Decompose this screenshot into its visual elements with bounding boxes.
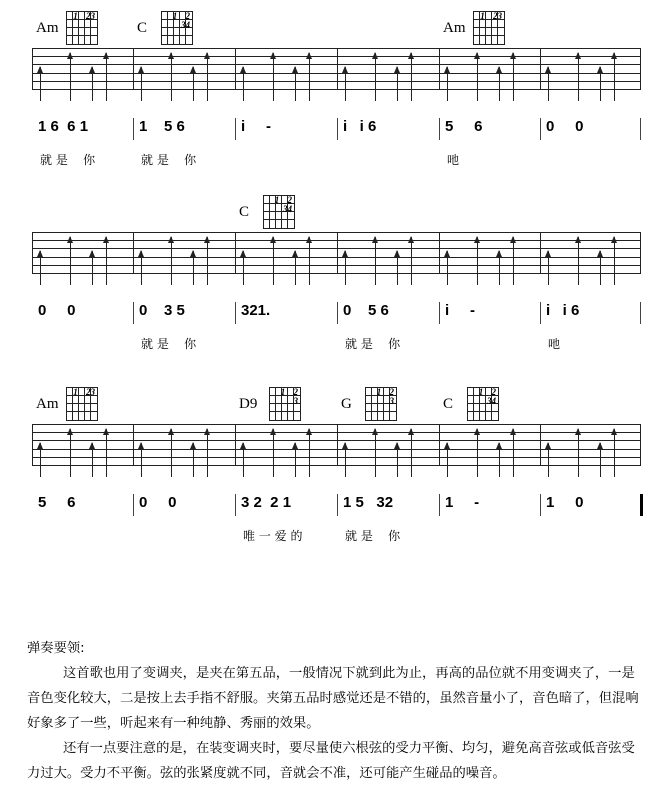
strum-arrow-icon xyxy=(614,237,615,285)
chord-diagram xyxy=(473,11,505,45)
staff-line xyxy=(32,432,640,433)
strum-arrow-icon xyxy=(411,237,412,285)
notation-measure: 5 6 xyxy=(445,118,483,135)
strum-arrow-icon xyxy=(40,251,41,285)
strum-arrow-icon xyxy=(447,67,448,101)
strum-arrow-icon xyxy=(477,53,478,101)
bar-line xyxy=(337,424,338,466)
notation-bar-line xyxy=(540,118,541,140)
strum-arrow-icon xyxy=(243,251,244,285)
notation-bar-line xyxy=(439,494,440,516)
strum-arrow-icon xyxy=(207,53,208,101)
staff-line xyxy=(32,48,640,49)
notation-end-bar xyxy=(640,302,641,324)
strum-arrow-icon xyxy=(309,237,310,285)
bar-line xyxy=(32,48,33,90)
notation-measure: 1 - xyxy=(445,494,480,511)
notation-measure: 0 0 xyxy=(38,302,76,319)
chord-fingering: 1 2 34 xyxy=(478,387,496,406)
strum-arrow-icon xyxy=(513,53,514,101)
staff-line xyxy=(32,56,640,57)
notation-bar-line xyxy=(439,302,440,324)
notation-bar-line xyxy=(439,118,440,140)
strum-arrow-icon xyxy=(295,67,296,101)
strum-arrow-icon xyxy=(70,237,71,285)
strum-arrow-icon xyxy=(600,251,601,285)
strum-arrow-icon xyxy=(397,251,398,285)
lyrics: 唯 一 爱 的 xyxy=(243,529,303,543)
staff-line xyxy=(32,240,640,241)
chord-name: Am xyxy=(36,396,59,412)
strum-arrow-icon xyxy=(193,443,194,477)
bar-line xyxy=(439,48,440,90)
bar-line xyxy=(32,232,33,274)
strum-arrow-icon xyxy=(614,429,615,477)
strum-arrow-icon xyxy=(411,53,412,101)
notation-measure: 0 5 6 xyxy=(343,302,389,319)
chord-diagram xyxy=(66,387,98,421)
chord-fingering: 1 23 xyxy=(73,387,95,397)
strum-arrow-icon xyxy=(548,67,549,101)
notation-bar-line xyxy=(540,302,541,324)
bar-line xyxy=(337,232,338,274)
strum-arrow-icon xyxy=(375,237,376,285)
chord-name: C xyxy=(137,20,148,36)
chord-fingering: 1 2 34 xyxy=(172,11,190,30)
lyrics: 就 是 你 xyxy=(141,153,197,167)
strum-arrow-icon xyxy=(295,443,296,477)
strum-arrow-icon xyxy=(106,53,107,101)
notation-end-bar xyxy=(640,494,643,516)
strum-arrow-icon xyxy=(141,251,142,285)
notation-measure: 1 0 xyxy=(546,494,584,511)
chord-fingering: 1 2 3 xyxy=(280,387,298,406)
notation-bar-line xyxy=(133,302,134,324)
strum-arrow-icon xyxy=(578,237,579,285)
strum-arrow-icon xyxy=(477,429,478,477)
strum-arrow-icon xyxy=(70,53,71,101)
strum-arrow-icon xyxy=(207,237,208,285)
strum-arrow-icon xyxy=(295,251,296,285)
notation-measure: 0 0 xyxy=(546,118,584,135)
strum-arrow-icon xyxy=(193,67,194,101)
notation-measure: i - xyxy=(445,302,475,319)
strum-arrow-icon xyxy=(309,53,310,101)
notes-title: 弹奏要领: xyxy=(27,641,85,656)
strum-arrow-icon xyxy=(243,443,244,477)
strum-arrow-icon xyxy=(243,67,244,101)
lyrics: 就 是 你 xyxy=(345,529,401,543)
strum-arrow-icon xyxy=(375,429,376,477)
chord-diagram xyxy=(365,387,397,421)
bar-line xyxy=(439,232,440,274)
notation-bar-line xyxy=(235,118,236,140)
strum-arrow-icon xyxy=(375,53,376,101)
lyrics: 吔 xyxy=(548,337,561,351)
strum-arrow-icon xyxy=(141,67,142,101)
strum-arrow-icon xyxy=(207,429,208,477)
strum-arrow-icon xyxy=(40,67,41,101)
strum-arrow-icon xyxy=(477,237,478,285)
bar-line xyxy=(640,48,641,90)
notes-paragraph-2: 还有一点要注意的是，在装变调夹时，要尽量使六根弦的受力平衡、均匀，避免高音弦或低音弦受力过大。受力不平衡。弦的张紧度就不同，音就会不准，还可能产生碰品的噪音。 xyxy=(27,741,635,781)
strum-arrow-icon xyxy=(499,67,500,101)
strum-arrow-icon xyxy=(548,251,549,285)
notation-end-bar xyxy=(640,118,641,140)
playing-notes xyxy=(27,636,647,786)
notation-bar-line xyxy=(133,118,134,140)
notes-paragraph-1: 这首歌也用了变调夹，是夹在第五品，一般情况下就到此为止，再高的品位就不用变调夹了，一是音色变化较大，二是按上去手指不舒服。夹第五品时感觉还是不错的，虽然音量小了，音色暗了，但混响好象多了一些，听起来有一种纯静、秀丽的效果。 xyxy=(27,666,639,731)
strum-arrow-icon xyxy=(614,53,615,101)
notation-bar-line xyxy=(337,118,338,140)
chord-diagram xyxy=(269,387,301,421)
bar-line xyxy=(235,232,236,274)
notation-measure: i i 6 xyxy=(343,118,377,135)
bar-line xyxy=(133,232,134,274)
chord-name: D9 xyxy=(239,396,258,412)
strum-arrow-icon xyxy=(40,443,41,477)
strum-arrow-icon xyxy=(578,53,579,101)
notation-measure: 1 5 6 xyxy=(139,118,185,135)
chord-fingering: 1 23 xyxy=(73,11,95,21)
bar-line xyxy=(235,48,236,90)
chord-name: Am xyxy=(443,20,466,36)
strum-arrow-icon xyxy=(92,251,93,285)
chord-fingering: 1 2 3 xyxy=(376,387,394,406)
lyrics: 就 是 你 xyxy=(345,337,401,351)
notation-measure: i i 6 xyxy=(546,302,580,319)
strum-arrow-icon xyxy=(273,53,274,101)
bar-line xyxy=(640,424,641,466)
strum-arrow-icon xyxy=(273,429,274,477)
strum-arrow-icon xyxy=(171,429,172,477)
strum-arrow-icon xyxy=(171,53,172,101)
strum-arrow-icon xyxy=(345,251,346,285)
notation-measure: 0 3 5 xyxy=(139,302,185,319)
lyrics: 吔 xyxy=(447,153,460,167)
notation-bar-line xyxy=(133,494,134,516)
notation-measure: 5 6 xyxy=(38,494,76,511)
strum-arrow-icon xyxy=(106,429,107,477)
notation-bar-line xyxy=(235,302,236,324)
strum-arrow-icon xyxy=(447,443,448,477)
staff-line xyxy=(32,424,640,425)
strum-arrow-icon xyxy=(193,251,194,285)
chord-name: C xyxy=(443,396,454,412)
strum-arrow-icon xyxy=(513,429,514,477)
chord-name: G xyxy=(341,396,352,412)
strum-arrow-icon xyxy=(141,443,142,477)
strum-arrow-icon xyxy=(600,443,601,477)
lyrics: 就 是 你 xyxy=(40,153,96,167)
strum-arrow-icon xyxy=(548,443,549,477)
strum-arrow-icon xyxy=(411,429,412,477)
strum-arrow-icon xyxy=(92,443,93,477)
strum-arrow-icon xyxy=(600,67,601,101)
bar-line xyxy=(337,48,338,90)
chord-name: Am xyxy=(36,20,59,36)
bar-line xyxy=(540,48,541,90)
bar-line xyxy=(540,232,541,274)
strum-arrow-icon xyxy=(345,67,346,101)
chord-diagram xyxy=(263,195,295,229)
strum-arrow-icon xyxy=(273,237,274,285)
bar-line xyxy=(133,424,134,466)
notation-bar-line xyxy=(540,494,541,516)
bar-line xyxy=(133,48,134,90)
notation-measure: 1 6 6 1 xyxy=(38,118,89,135)
strum-arrow-icon xyxy=(578,429,579,477)
notation-bar-line xyxy=(337,302,338,324)
chord-fingering: 1 2 34 xyxy=(274,195,292,214)
strum-arrow-icon xyxy=(171,237,172,285)
chord-diagram xyxy=(467,387,499,421)
chord-fingering: 1 23 xyxy=(480,11,502,21)
notation-measure: 321. xyxy=(241,302,271,319)
notation-measure: 3 2 2 1 xyxy=(241,494,292,511)
notation-bar-line xyxy=(235,494,236,516)
strum-arrow-icon xyxy=(70,429,71,477)
strum-arrow-icon xyxy=(345,443,346,477)
chord-diagram xyxy=(161,11,193,45)
strum-arrow-icon xyxy=(397,443,398,477)
strum-arrow-icon xyxy=(106,237,107,285)
bar-line xyxy=(32,424,33,466)
chord-diagram xyxy=(66,11,98,45)
bar-line xyxy=(235,424,236,466)
strum-arrow-icon xyxy=(309,429,310,477)
notation-measure: 0 0 xyxy=(139,494,177,511)
staff-line xyxy=(32,232,640,233)
strum-arrow-icon xyxy=(499,443,500,477)
strum-arrow-icon xyxy=(92,67,93,101)
lyrics: 就 是 你 xyxy=(141,337,197,351)
notation-measure: 1 5 32 xyxy=(343,494,394,511)
strum-arrow-icon xyxy=(397,67,398,101)
bar-line xyxy=(439,424,440,466)
strum-arrow-icon xyxy=(447,251,448,285)
bar-line xyxy=(540,424,541,466)
chord-name: C xyxy=(239,204,250,220)
bar-line xyxy=(640,232,641,274)
notation-bar-line xyxy=(337,494,338,516)
strum-arrow-icon xyxy=(499,251,500,285)
notation-measure: i - xyxy=(241,118,271,135)
strum-arrow-icon xyxy=(513,237,514,285)
